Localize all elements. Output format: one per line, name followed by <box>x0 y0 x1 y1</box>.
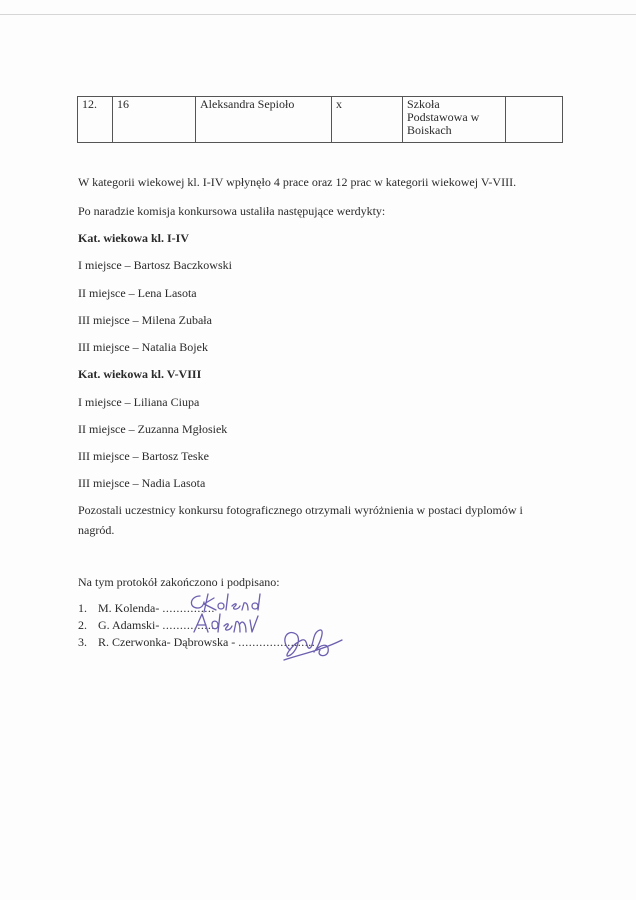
scan-edge-line <box>0 14 636 15</box>
verdict-paragraph: Po naradzie komisja konkursowa ustaliła następujące werdykty: <box>78 204 386 218</box>
category2-place: III miejsce – Nadia Lasota <box>78 476 206 490</box>
signatory-number: 2. <box>78 618 87 632</box>
signature-dots: ...................... <box>238 635 316 649</box>
signatory-name: M. Kolenda- <box>98 601 163 615</box>
category1-place: III miejsce – Milena Zubała <box>78 313 212 327</box>
signatory-number: 3. <box>78 635 87 649</box>
protocol-line: Na tym protokół zakończono i podpisano: <box>78 575 280 589</box>
table-row <box>78 97 563 143</box>
cell-lp: 12. <box>78 97 113 143</box>
category1-heading: Kat. wiekowa kl. I-IV <box>78 231 190 245</box>
cell-school: Szkoła Podstawowa w Boiskach <box>403 97 506 143</box>
signatory-number: 1. <box>78 601 87 615</box>
category1-place: I miejsce – Bartosz Baczkowski <box>78 258 232 272</box>
signatory-name: R. Czerwonka- Dąbrowska - <box>98 635 239 649</box>
signature-dots: ............... <box>162 601 215 615</box>
signature-dots: ............... <box>162 618 215 632</box>
category1-place: III miejsce – Natalia Bojek <box>78 340 208 354</box>
cell-number: 16 <box>113 97 196 143</box>
signature-adamski-icon <box>188 610 264 636</box>
category2-place: I miejsce – Liliana Ciupa <box>78 395 200 409</box>
category2-heading: Kat. wiekowa kl. V-VIII <box>78 367 202 381</box>
category2-place: II miejsce – Zuzanna Mgłosiek <box>78 422 228 436</box>
category2-place: III miejsce – Bartosz Teske <box>78 449 209 463</box>
intro-paragraph: W kategorii wiekowej kl. I-IV wpłynęło 4 prace oraz 12 prac w kategorii wiekowej V-VIII. <box>78 175 517 189</box>
closing-paragraph: Pozostali uczestnicy konkursu fotograficznego otrzymali wyróżnienia w postaci dyplomów i nagród. <box>78 503 523 537</box>
category1-place: II miejsce – Lena Lasota <box>78 286 197 300</box>
cell-mark: x <box>332 97 403 143</box>
signature-czerwonka-icon <box>276 620 346 666</box>
signatory-name: G. Adamski- <box>98 618 163 632</box>
cell-extra <box>506 97 563 143</box>
results-table <box>77 96 563 143</box>
cell-name: Aleksandra Sepioło <box>196 97 332 143</box>
